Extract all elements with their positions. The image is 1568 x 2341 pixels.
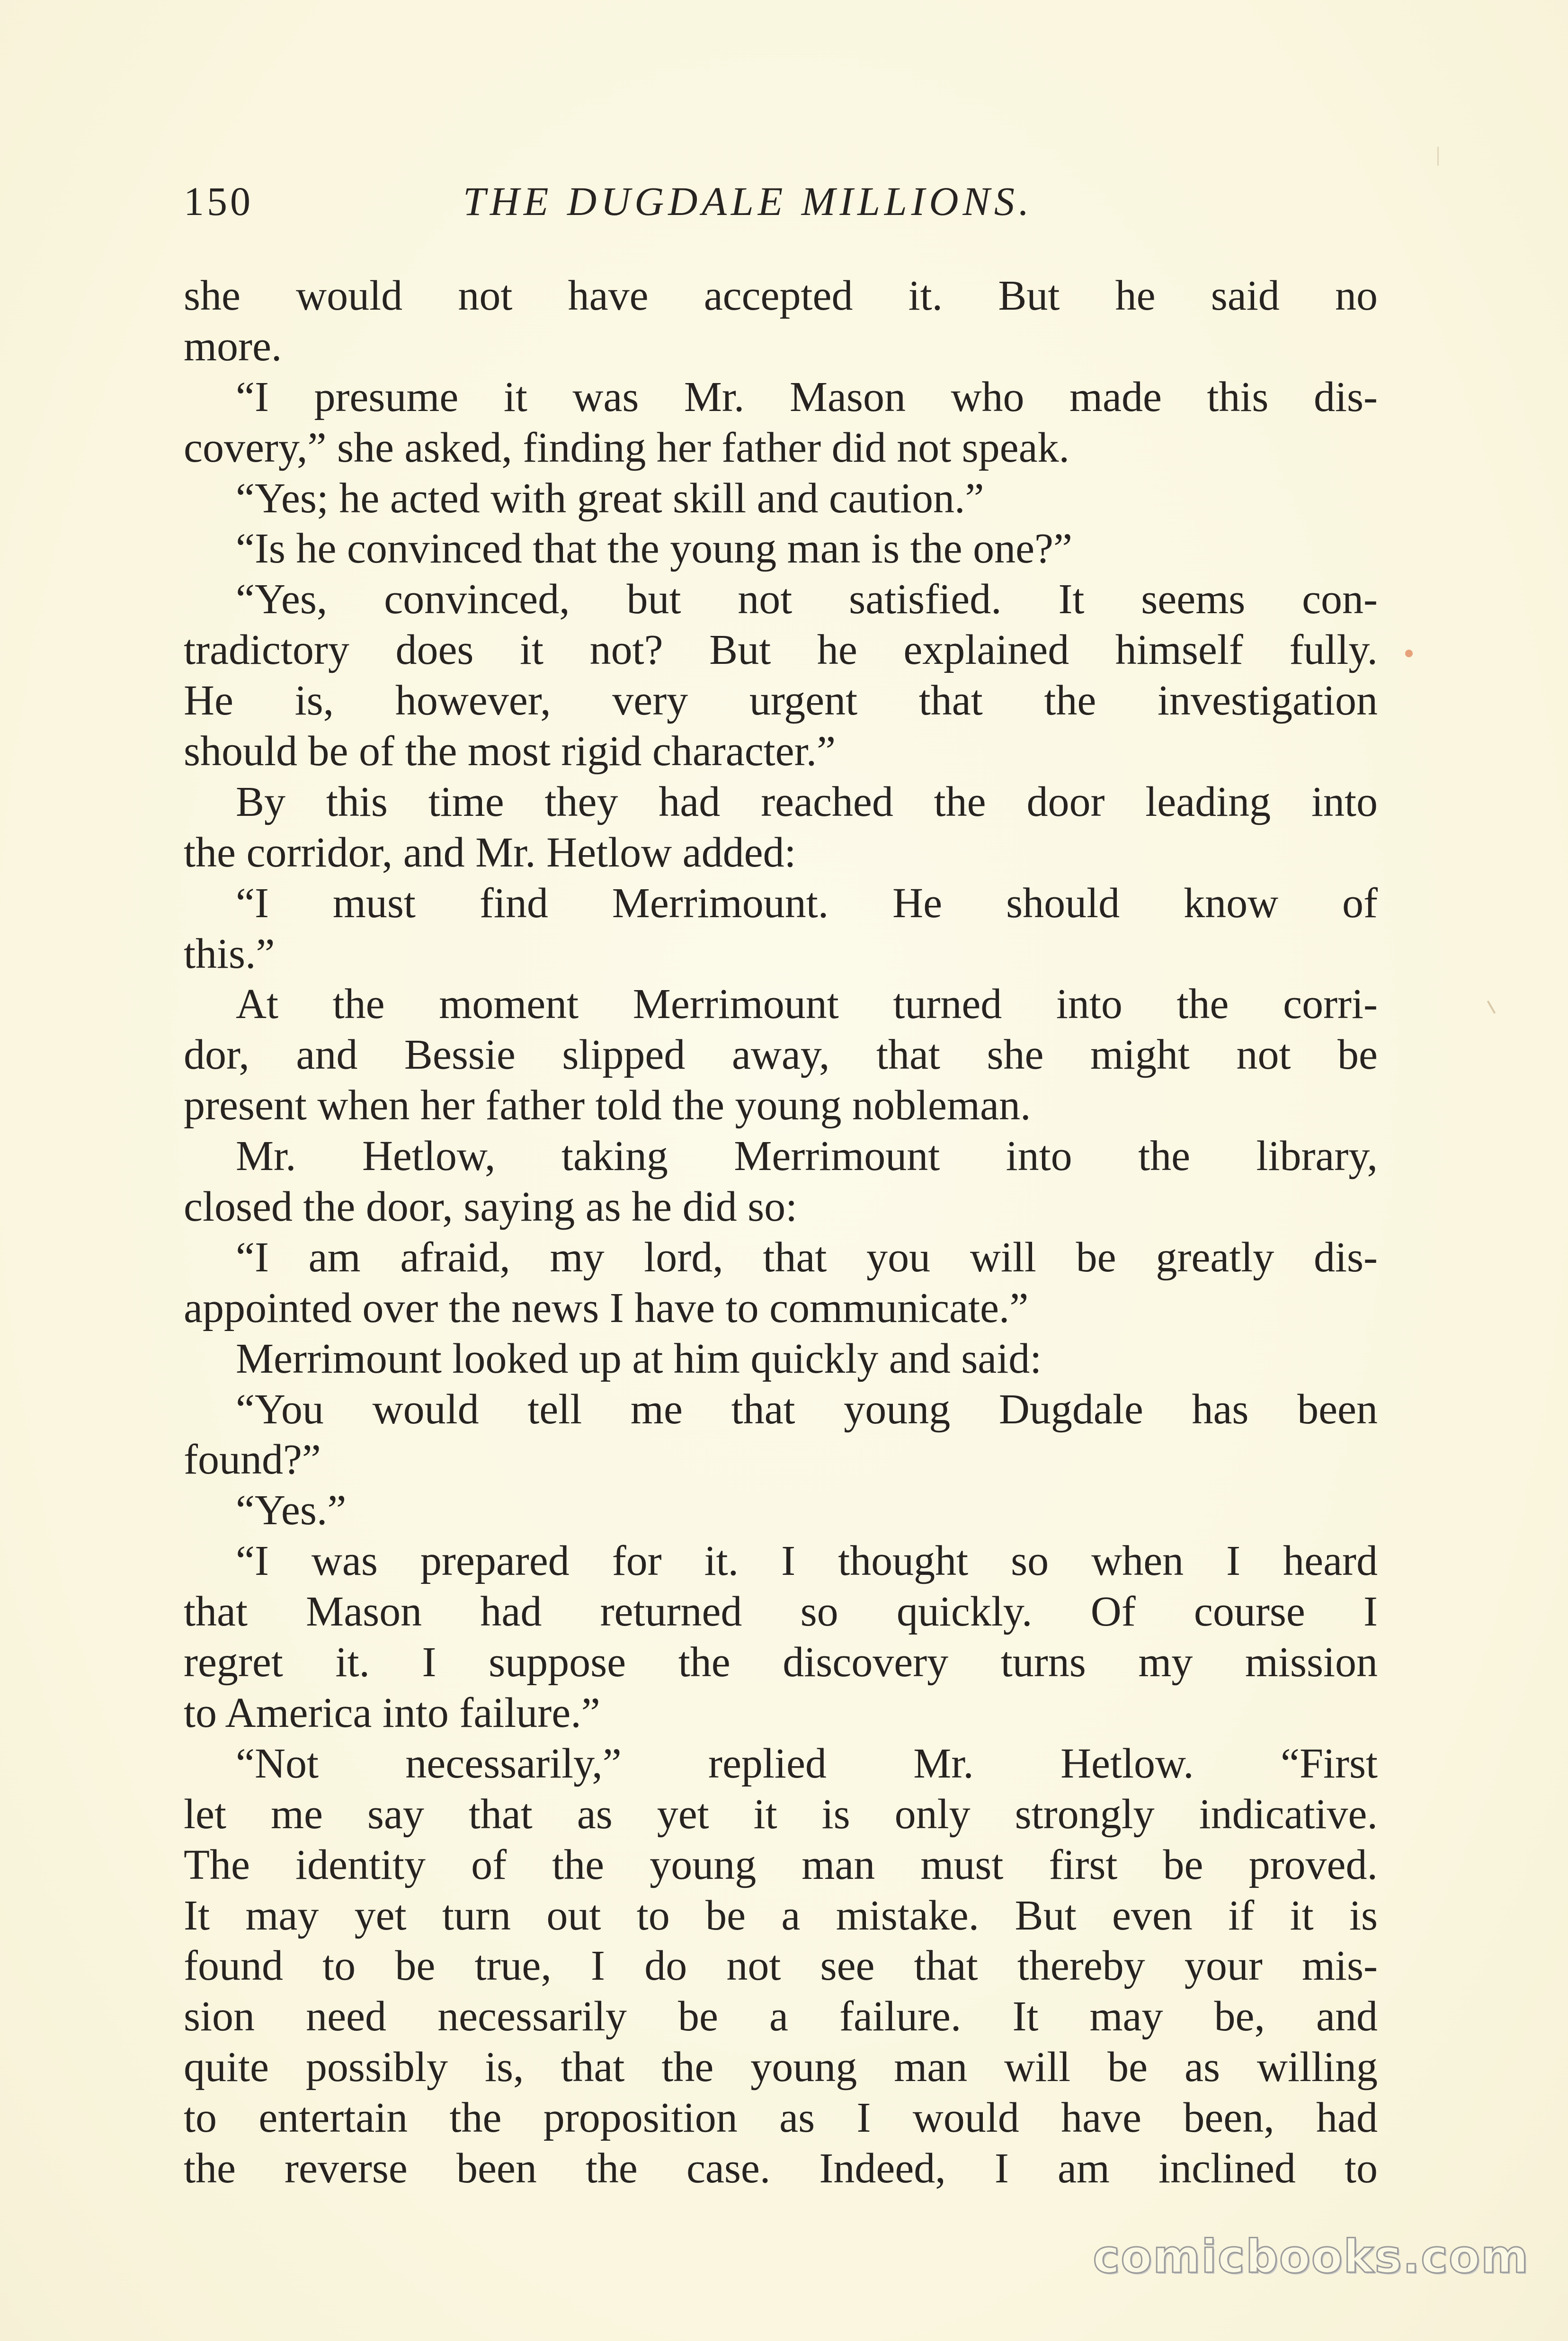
text-line: The identity of the young man must first be proved. — [184, 1841, 1378, 1888]
text-line: should be of the most rigid character.” — [184, 728, 836, 775]
text-line: tradictory does it not? But he explained himself fully. — [184, 626, 1378, 674]
text-line: “Yes; he acted with great skill and caution.” — [236, 474, 984, 522]
page-number: 150 — [184, 179, 253, 224]
text-line: Mr. Hetlow, taking Merrimount into the library, — [236, 1133, 1378, 1180]
page-header — [184, 170, 1377, 232]
text-line: the corridor, and Mr. Hetlow added: — [184, 829, 796, 876]
text-line: “Yes.” — [236, 1487, 347, 1534]
body-text — [184, 271, 1378, 2194]
text-line: “Yes, convinced, but not satisfied. It seems con- — [236, 576, 1378, 623]
watermark: comicbooks.com — [1093, 2230, 1529, 2283]
text-line: dor, and Bessie slipped away, that she might not be — [184, 1031, 1378, 1079]
text-line: to entertain the proposition as I would have been, had — [184, 2094, 1378, 2142]
paper-mark — [1487, 1001, 1496, 1014]
text-line: closed the door, saying as he did so: — [184, 1183, 798, 1231]
text-line: Merrimount looked up at him quickly and said: — [236, 1335, 1042, 1382]
text-line: “I am afraid, my lord, that you will be greatly dis- — [236, 1233, 1378, 1281]
text-line: At the moment Merrimount turned into the corri- — [236, 981, 1378, 1028]
text-line: covery,” she asked, finding her father did not speak. — [184, 424, 1070, 471]
paper-speck — [1405, 650, 1413, 657]
text-line: found?” — [184, 1436, 321, 1483]
text-line: found to be true, I do not see that thereby your mis- — [184, 1942, 1378, 1990]
text-line: It may yet turn out to be a mistake. But even if it is — [184, 1892, 1378, 1939]
text-line: let me say that as yet it is only strongly indicative. — [184, 1790, 1378, 1838]
text-line: “I was prepared for it. I thought so when I heard — [236, 1537, 1378, 1585]
text-line: this.” — [184, 930, 275, 977]
paper-mark — [1437, 147, 1439, 166]
running-title: THE DUGDALE MILLIONS. — [463, 179, 1033, 224]
text-line: “I must find Merrimount. He should know of — [236, 879, 1378, 927]
text-line: to America into failure.” — [184, 1689, 600, 1736]
text-line: appointed over the news I have to communicate.” — [184, 1284, 1029, 1331]
text-line: He is, however, very urgent that the investigation — [184, 677, 1378, 724]
text-line: the reverse been the case. Indeed, I am inclined to — [184, 2144, 1378, 2192]
text-line: that Mason had returned so quickly. Of course I — [184, 1588, 1378, 1635]
text-line: “I presume it was Mr. Mason who made this dis- — [236, 373, 1378, 420]
text-line: present when her father told the young nobleman. — [184, 1082, 1031, 1129]
text-line: “Not necessarily,” replied Mr. Hetlow. “First — [236, 1740, 1378, 1787]
text-line: By this time they had reached the door leading into — [236, 778, 1378, 825]
text-line: “You would tell me that young Dugdale has been — [236, 1385, 1378, 1433]
text-line: she would not have accepted it. But he said no — [184, 272, 1378, 319]
text-line: regret it. I suppose the discovery turns my mission — [184, 1639, 1378, 1686]
text-line: quite possibly is, that the young man will be as willing — [184, 2044, 1378, 2091]
text-line: “Is he convinced that the young man is the one?” — [236, 525, 1072, 572]
text-line: sion need necessarily be a failure. It may be, and — [184, 1993, 1378, 2040]
text-line: more. — [184, 322, 282, 370]
